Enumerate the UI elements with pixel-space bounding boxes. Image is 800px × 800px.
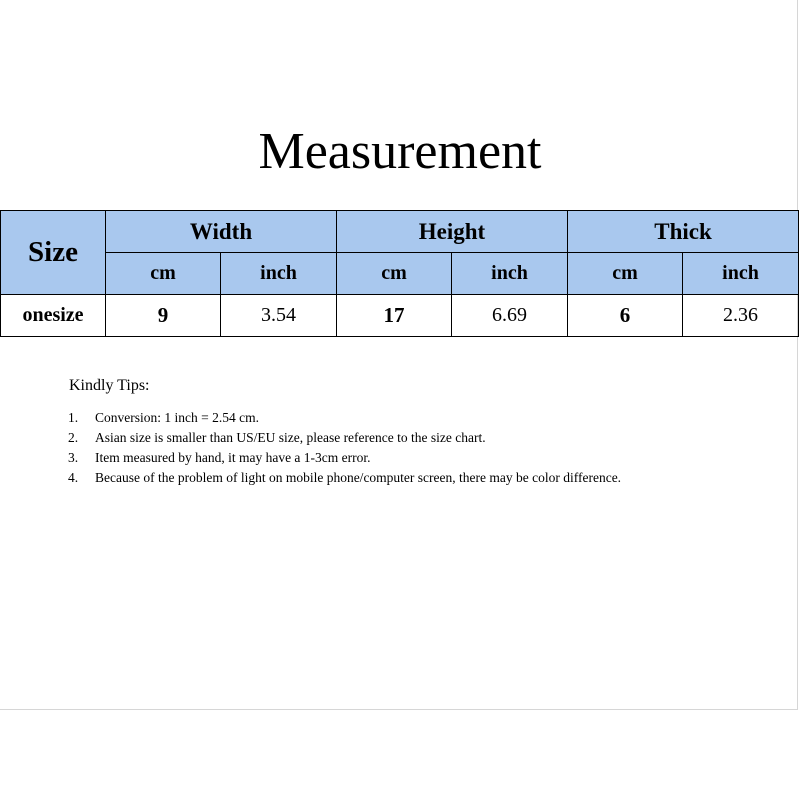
size-header-cell: Size	[1, 211, 106, 295]
table-row	[1, 295, 799, 337]
thick-cm-cell: 6	[568, 295, 683, 337]
thick-inch-cell: 2.36	[683, 295, 799, 337]
kindly-tips-section	[68, 375, 708, 488]
width-inch-cell: 3.54	[221, 295, 337, 337]
thick-header-cell: Thick	[568, 211, 799, 253]
list-item	[68, 428, 655, 448]
unit-header-cell: inch	[221, 253, 337, 295]
table-unit-row	[1, 253, 799, 295]
list-item-text: Asian size is smaller than US/EU size, please reference to the size chart.	[95, 430, 486, 445]
unit-header-cell: inch	[683, 253, 799, 295]
page-title: Measurement	[258, 123, 542, 180]
row-label-cell: onesize	[1, 295, 106, 337]
list-item-text: Because of the problem of light on mobile phone/computer screen, there may be color difference.	[95, 470, 622, 485]
list-item-text: Conversion: 1 inch = 2.54 cm.	[95, 410, 259, 425]
height-header-cell: Height	[337, 211, 568, 253]
table-header-row	[1, 211, 799, 253]
list-item-text: Item measured by hand, it may have a 1-3cm error.	[95, 450, 371, 465]
list-item	[68, 448, 655, 468]
unit-header-cell: cm	[106, 253, 221, 295]
height-inch-cell: 6.69	[452, 295, 568, 337]
size-table	[0, 210, 799, 337]
list-item-number: 1.	[68, 410, 79, 425]
unit-header-cell: inch	[452, 253, 568, 295]
list-item-number: 2.	[68, 430, 79, 445]
tips-list	[68, 408, 708, 488]
width-header-cell: Width	[106, 211, 337, 253]
width-cm-cell: 9	[106, 295, 221, 337]
unit-header-cell: cm	[337, 253, 452, 295]
unit-header-cell: cm	[568, 253, 683, 295]
list-item-number: 3.	[68, 450, 79, 465]
tips-heading: Kindly Tips:	[69, 377, 150, 394]
height-cm-cell: 17	[337, 295, 452, 337]
list-item-number: 4.	[68, 470, 79, 485]
list-item	[68, 408, 655, 428]
list-item	[68, 468, 655, 488]
